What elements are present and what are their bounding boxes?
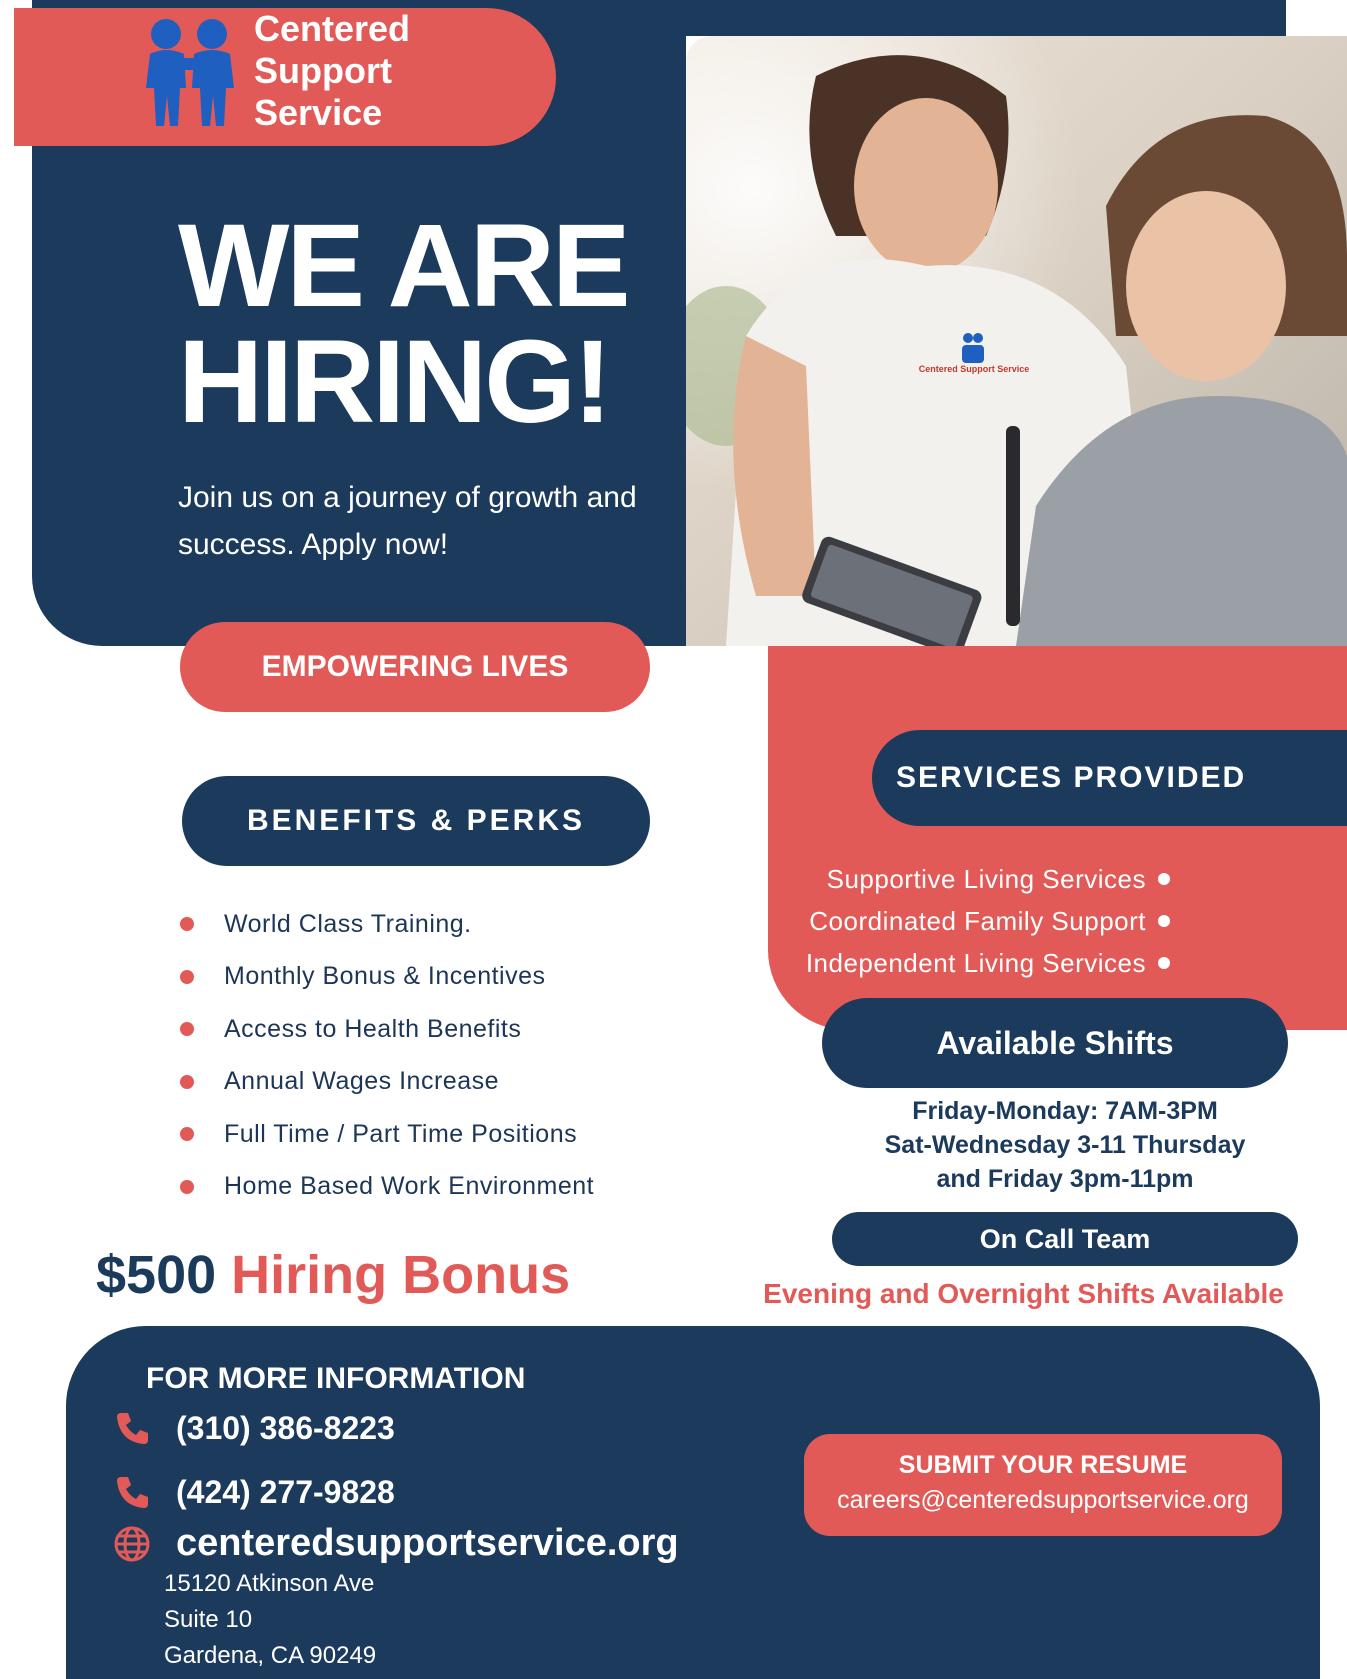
bullet-dot (180, 970, 194, 984)
benefits-heading: BENEFITS & PERKS (182, 776, 650, 866)
bullet-dot (180, 1022, 194, 1036)
website-row[interactable] (112, 1522, 679, 1565)
globe-icon (112, 1524, 152, 1564)
benefit-item: Annual Wages Increase (180, 1056, 700, 1109)
bullet-dot (180, 1075, 194, 1089)
phone-row-1[interactable] (112, 1408, 395, 1448)
address-line: Suite 10 (164, 1606, 253, 1633)
service-item: Supportive Living Services (760, 858, 1170, 900)
hero-title (178, 200, 698, 448)
benefit-item: World Class Training. (180, 898, 700, 951)
hiring-bonus (96, 1244, 570, 1306)
shifts-heading: Available Shifts (822, 998, 1288, 1088)
services-list (760, 858, 1170, 984)
shift-line: and Friday 3pm-11pm (936, 1165, 1194, 1193)
top-strip (686, 0, 1286, 36)
address-line: Gardena, CA 90249 (164, 1642, 377, 1669)
address (164, 1566, 376, 1674)
address-line: 15120 Atkinson Ave (164, 1570, 375, 1597)
phone-number[interactable]: (424) 277-9828 (176, 1473, 395, 1510)
hero-title-line2: HIRING! (178, 316, 610, 448)
people-logo-icon (140, 18, 240, 130)
phone-number[interactable]: (310) 386-8223 (176, 1409, 395, 1446)
brand-name (254, 8, 554, 134)
benefits-list (180, 898, 700, 1213)
shift-line: Sat-Wednesday 3-11 Thursday (884, 1131, 1246, 1159)
bullet-dot (180, 917, 194, 931)
bonus-amount: $500 (96, 1245, 217, 1305)
benefit-item: Access to Health Benefits (180, 1003, 700, 1056)
services-heading: SERVICES PROVIDED (872, 730, 1347, 826)
service-item: Independent Living Services (760, 942, 1170, 984)
phone-icon (112, 1472, 152, 1512)
phone-icon (112, 1408, 152, 1448)
benefit-item: Home Based Work Environment (180, 1161, 700, 1214)
benefit-item: Monthly Bonus & Incentives (180, 951, 700, 1004)
shirt-logo-text: Centered Support Service (918, 364, 1030, 374)
phone-row-2[interactable] (112, 1472, 395, 1512)
resume-email[interactable]: careers@centeredsupportservice.org (837, 1486, 1249, 1514)
bullet-dot (1158, 873, 1170, 885)
brand-name-line1: Centered (254, 8, 411, 49)
brand-name-line3: Service (254, 92, 383, 133)
contact-heading: FOR MORE INFORMATION (146, 1362, 526, 1395)
bullet-dot (1158, 915, 1170, 927)
caregiver-photo (686, 36, 1347, 646)
on-call-pill: On Call Team (832, 1212, 1298, 1266)
shifts-note: Evening and Overnight Shifts Available (763, 1278, 1284, 1309)
submit-resume-box[interactable] (804, 1434, 1282, 1536)
benefit-item: Full Time / Part Time Positions (180, 1108, 700, 1161)
bullet-dot (1158, 957, 1170, 969)
bullet-dot (180, 1127, 194, 1141)
shift-line: Friday-Monday: 7AM-3PM (912, 1097, 1218, 1125)
tagline-pill: EMPOWERING LIVES (180, 622, 650, 712)
website-link[interactable]: centeredsupportservice.org (176, 1522, 679, 1564)
resume-title: SUBMIT YOUR RESUME (898, 1451, 1188, 1479)
brand-name-line2: Support (254, 50, 392, 91)
shifts-schedule (820, 1094, 1310, 1196)
bonus-label: Hiring Bonus (231, 1245, 571, 1305)
hero-title-line1: WE ARE (178, 200, 628, 332)
bullet-dot (180, 1180, 194, 1194)
hero-subtitle: Join us on a journey of growth and success. Apply now! (178, 481, 637, 561)
caregiver-photo-illustration (686, 36, 1347, 646)
service-item: Coordinated Family Support (760, 900, 1170, 942)
